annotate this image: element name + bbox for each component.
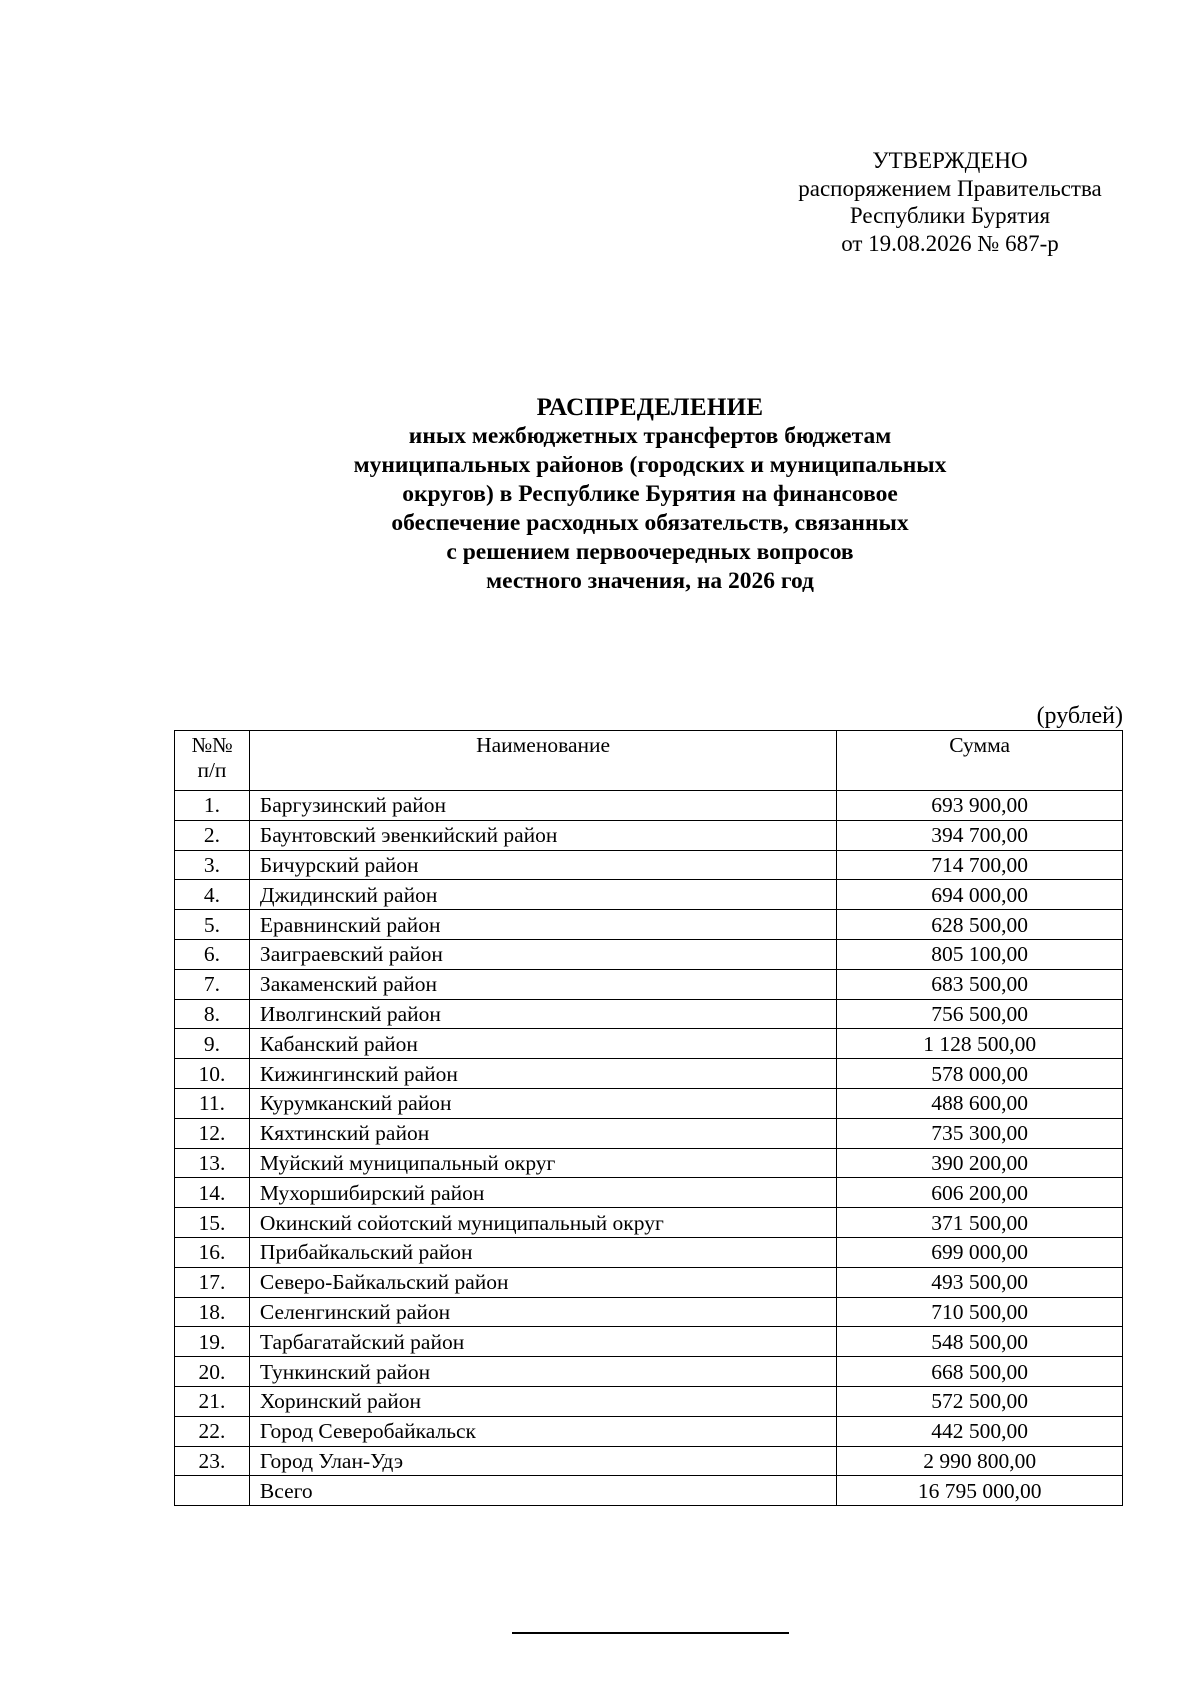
row-sum: 714 700,00 xyxy=(837,850,1123,880)
row-sum: 606 200,00 xyxy=(837,1178,1123,1208)
row-number: 2. xyxy=(175,820,250,850)
table-row xyxy=(175,1386,1123,1416)
total-label: Всего xyxy=(249,1476,836,1506)
row-name: Джидинский район xyxy=(249,880,836,910)
row-number: 22. xyxy=(175,1416,250,1446)
row-number: 4. xyxy=(175,880,250,910)
table-body xyxy=(175,791,1123,1506)
header-number xyxy=(175,731,250,791)
table-row xyxy=(175,1178,1123,1208)
row-number: 1. xyxy=(175,791,250,821)
approval-line: распоряжением Правительства xyxy=(798,175,1102,201)
row-number: 16. xyxy=(175,1237,250,1267)
table-row xyxy=(175,939,1123,969)
title-line: иных межбюджетных трансфертов бюджетам xyxy=(408,423,892,449)
row-name: Тарбагатайский район xyxy=(249,1327,836,1357)
row-name: Кяхтинский район xyxy=(249,1118,836,1148)
row-sum: 548 500,00 xyxy=(837,1327,1123,1357)
unit-label: (рублей) xyxy=(1036,703,1123,729)
header-number-line1: №№ xyxy=(191,733,233,757)
header-number-line2: п/п xyxy=(197,758,227,782)
row-number: 13. xyxy=(175,1148,250,1178)
row-name: Иволгинский район xyxy=(249,999,836,1029)
row-name: Северо-Байкальский район xyxy=(249,1267,836,1297)
row-number: 19. xyxy=(175,1327,250,1357)
row-sum: 442 500,00 xyxy=(837,1416,1123,1446)
row-sum: 805 100,00 xyxy=(837,939,1123,969)
table-row xyxy=(175,1118,1123,1148)
row-name: Баргузинский район xyxy=(249,791,836,821)
row-sum: 394 700,00 xyxy=(837,820,1123,850)
row-number: 12. xyxy=(175,1118,250,1148)
row-sum: 710 500,00 xyxy=(837,1297,1123,1327)
table-row xyxy=(175,1088,1123,1118)
row-sum: 390 200,00 xyxy=(837,1148,1123,1178)
row-name: Баунтовский эвенкийский район xyxy=(249,820,836,850)
row-number: 7. xyxy=(175,969,250,999)
row-sum: 683 500,00 xyxy=(837,969,1123,999)
row-sum: 488 600,00 xyxy=(837,1088,1123,1118)
row-name: Город Улан-Удэ xyxy=(249,1446,836,1476)
table-row xyxy=(175,1237,1123,1267)
title-line: с решением первоочередных вопросов xyxy=(446,539,854,565)
row-sum: 493 500,00 xyxy=(837,1267,1123,1297)
table-row xyxy=(175,1446,1123,1476)
row-sum: 2 990 800,00 xyxy=(837,1446,1123,1476)
title-line: местного значения, на 2026 год xyxy=(486,568,814,594)
document-title xyxy=(170,393,1130,596)
row-number: 17. xyxy=(175,1267,250,1297)
row-name: Еравнинский район xyxy=(249,910,836,940)
approval-stamp xyxy=(760,147,1140,257)
row-sum: 694 000,00 xyxy=(837,880,1123,910)
row-sum: 756 500,00 xyxy=(837,999,1123,1029)
row-name: Кижингинский район xyxy=(249,1059,836,1089)
row-name: Селенгинский район xyxy=(249,1297,836,1327)
row-sum: 1 128 500,00 xyxy=(837,1029,1123,1059)
row-number: 9. xyxy=(175,1029,250,1059)
distribution-table xyxy=(174,730,1123,1506)
table-header-row xyxy=(175,731,1123,791)
row-sum: 668 500,00 xyxy=(837,1357,1123,1387)
table-row xyxy=(175,1029,1123,1059)
title-line: обеспечение расходных обязательств, связанных xyxy=(391,510,909,536)
row-name: Заиграевский район xyxy=(249,939,836,969)
row-sum: 572 500,00 xyxy=(837,1386,1123,1416)
approval-heading: УТВЕРЖДЕНО xyxy=(872,148,1028,173)
row-name: Мухоршибирский район xyxy=(249,1178,836,1208)
row-number: 3. xyxy=(175,850,250,880)
table-row xyxy=(175,969,1123,999)
table-row xyxy=(175,880,1123,910)
table-row xyxy=(175,1416,1123,1446)
table-row xyxy=(175,820,1123,850)
row-sum: 699 000,00 xyxy=(837,1237,1123,1267)
row-number: 18. xyxy=(175,1297,250,1327)
row-sum: 578 000,00 xyxy=(837,1059,1123,1089)
row-name: Тункинский район xyxy=(249,1357,836,1387)
header-sum: Сумма xyxy=(837,731,1123,791)
row-sum: 693 900,00 xyxy=(837,791,1123,821)
row-name: Прибайкальский район xyxy=(249,1237,836,1267)
row-name: Курумканский район xyxy=(249,1088,836,1118)
table-row xyxy=(175,999,1123,1029)
title-main: РАСПРЕДЕЛЕНИЕ xyxy=(536,394,764,421)
table-row xyxy=(175,1357,1123,1387)
row-name: Закаменский район xyxy=(249,969,836,999)
header-name: Наименование xyxy=(249,731,836,791)
row-name: Бичурский район xyxy=(249,850,836,880)
title-line: муниципальных районов (городских и муниципальных xyxy=(353,452,947,478)
approval-line: Республики Бурятия xyxy=(849,203,1051,228)
row-number: 8. xyxy=(175,999,250,1029)
title-line: округов) в Республике Бурятия на финансовое xyxy=(402,481,898,507)
table-row xyxy=(175,1297,1123,1327)
table-row xyxy=(175,1327,1123,1357)
row-name: Окинский сойотский муниципальный округ xyxy=(249,1208,836,1238)
row-number: 10. xyxy=(175,1059,250,1089)
row-name: Кабанский район xyxy=(249,1029,836,1059)
row-number: 11. xyxy=(175,1088,250,1118)
table-row xyxy=(175,1208,1123,1238)
row-sum: 628 500,00 xyxy=(837,910,1123,940)
row-name: Хоринский район xyxy=(249,1386,836,1416)
row-number: 23. xyxy=(175,1446,250,1476)
row-number: 21. xyxy=(175,1386,250,1416)
row-number: 20. xyxy=(175,1357,250,1387)
row-sum: 735 300,00 xyxy=(837,1118,1123,1148)
table-row xyxy=(175,910,1123,940)
row-number: 6. xyxy=(175,939,250,969)
table-row xyxy=(175,1267,1123,1297)
approval-date-number: от 19.08.2026 № 687-р xyxy=(841,230,1059,256)
row-name: Город Северобайкальск xyxy=(249,1416,836,1446)
row-sum: 371 500,00 xyxy=(837,1208,1123,1238)
table-total-row xyxy=(175,1476,1123,1506)
row-number: 5. xyxy=(175,910,250,940)
table-row xyxy=(175,850,1123,880)
row-number: 14. xyxy=(175,1178,250,1208)
table-row xyxy=(175,791,1123,821)
row-name: Муйский муниципальный округ xyxy=(249,1148,836,1178)
total-number xyxy=(175,1476,250,1506)
table-row xyxy=(175,1059,1123,1089)
closing-divider xyxy=(512,1632,789,1634)
total-sum: 16 795 000,00 xyxy=(837,1476,1123,1506)
row-number: 15. xyxy=(175,1208,250,1238)
table-row xyxy=(175,1148,1123,1178)
